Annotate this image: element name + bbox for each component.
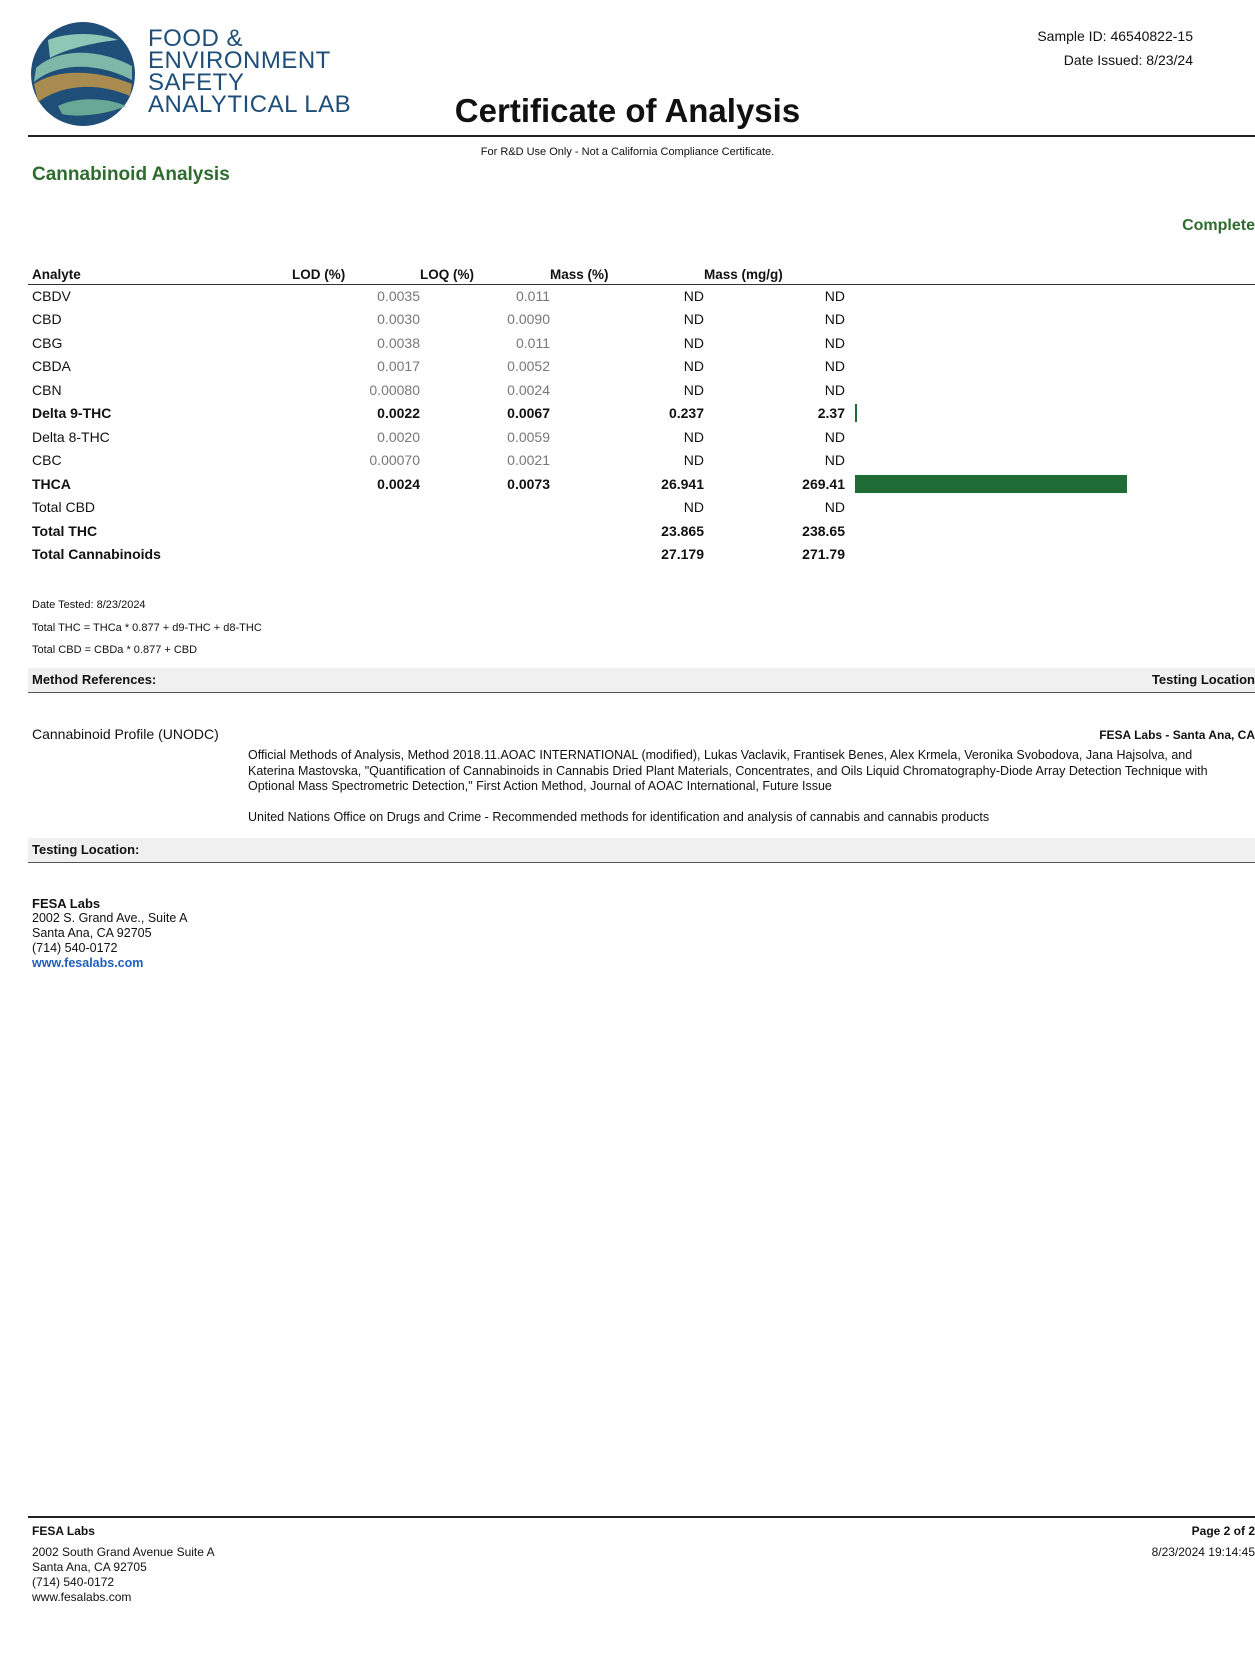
cell-mass-mg: ND	[824, 428, 845, 445]
table-row	[32, 543, 1155, 567]
cell-bar	[845, 331, 1155, 355]
table-row	[32, 449, 1155, 473]
cell-loq: 0.011	[516, 334, 550, 351]
cell-loq	[420, 496, 550, 520]
cell-bar	[845, 449, 1155, 473]
header-mass-pct: Mass (%)	[550, 266, 609, 282]
table-row	[32, 472, 1155, 496]
cell-lod: 0.00070	[369, 452, 420, 469]
method-references-label: Method References:	[32, 672, 157, 687]
cell-mass-mg: ND	[824, 499, 845, 516]
cell-analyte: CBDA	[32, 358, 71, 375]
logo-line: SAFETY	[148, 69, 245, 96]
cell-loq: 0.0067	[507, 405, 550, 422]
footer-phone: (714) 540-0172	[32, 1575, 115, 1589]
cell-loq: 0.0024	[507, 381, 550, 398]
cell-loq: 0.0059	[507, 428, 550, 445]
cell-lod: 0.0024	[377, 475, 420, 492]
cell-mass-pct: ND	[683, 381, 704, 398]
header-loq: LOQ (%)	[420, 266, 474, 282]
cell-lod	[292, 496, 420, 520]
header-divider	[28, 135, 1255, 137]
lab-name: FESA Labs	[32, 896, 101, 911]
note-date-tested: Date Tested: 8/23/2024	[32, 599, 146, 611]
lab-address	[32, 896, 187, 971]
cell-mass-mg: ND	[824, 358, 845, 375]
page-number: Page 2 of 2	[1191, 1524, 1255, 1538]
mass-bar	[855, 404, 857, 422]
cell-lod: 0.0030	[377, 311, 420, 328]
cell-mass-mg: 2.37	[817, 405, 845, 422]
note-total-cbd: Total CBD = CBDa * 0.877 + CBD	[32, 644, 198, 656]
cell-analyte: Total CBD	[32, 499, 96, 516]
cell-bar	[845, 402, 1155, 426]
cell-loq	[420, 543, 550, 567]
header-lod: LOD (%)	[292, 266, 346, 282]
cell-lod: 0.0038	[377, 334, 420, 351]
cell-bar	[845, 308, 1155, 332]
table-row	[32, 331, 1155, 355]
date-issued: Date Issued: 8/23/24	[1063, 52, 1193, 68]
cell-analyte: THCA	[32, 475, 71, 492]
table-header-row	[32, 264, 1155, 284]
cell-analyte: CBN	[32, 381, 62, 398]
lab-address-line-1: 2002 S. Grand Ave., Suite A	[32, 911, 188, 925]
cell-mass-mg: ND	[824, 287, 845, 304]
cell-analyte: Delta 8-THC	[32, 428, 110, 445]
footer-website: www.fesalabs.com	[32, 1590, 132, 1604]
cell-analyte: Delta 9-THC	[32, 405, 112, 422]
footer-timestamp: 8/23/2024 19:14:45	[1151, 1545, 1255, 1559]
table-row	[32, 519, 1155, 543]
cell-lod	[292, 519, 420, 543]
header-analyte: Analyte	[32, 266, 81, 282]
cell-mass-mg: ND	[824, 452, 845, 469]
cell-bar	[845, 472, 1155, 496]
cell-loq	[420, 519, 550, 543]
logo-line: FOOD &	[148, 25, 244, 52]
cell-mass-pct: ND	[683, 452, 704, 469]
sample-id: Sample ID: 46540822-15	[1037, 28, 1193, 44]
notes	[32, 594, 262, 662]
method-references-band	[28, 668, 1255, 693]
cell-mass-pct: ND	[683, 287, 704, 304]
cell-lod: 0.0022	[377, 405, 420, 422]
cell-mass-mg: ND	[824, 381, 845, 398]
cell-bar	[845, 543, 1155, 567]
cell-analyte: Total THC	[32, 522, 98, 539]
cell-mass-pct: ND	[683, 499, 704, 516]
cell-bar	[845, 284, 1155, 308]
lab-address-line-2: Santa Ana, CA 92705	[32, 926, 152, 940]
cell-lod: 0.0035	[377, 287, 420, 304]
cell-analyte: Total Cannabinoids	[32, 546, 161, 563]
testing-location-label: Testing Location	[1151, 672, 1255, 687]
cell-lod: 0.00080	[369, 381, 420, 398]
footer-page-info	[1152, 1524, 1255, 1560]
table-row	[32, 425, 1155, 449]
cell-analyte: CBD	[32, 311, 62, 328]
header-mass-mg: Mass (mg/g)	[704, 266, 783, 282]
results-table	[32, 264, 1155, 566]
method-reference-2: United Nations Office on Drugs and Crime - Recommended methods for identification and analysis of cannabis and cannabis products	[248, 810, 990, 824]
cell-bar	[845, 378, 1155, 402]
cell-mass-pct: ND	[683, 334, 704, 351]
cell-loq: 0.011	[516, 287, 550, 304]
footer-lab-name: FESA Labs	[32, 1524, 95, 1538]
cell-mass-pct: ND	[683, 358, 704, 375]
table-row	[32, 378, 1155, 402]
header-bar	[845, 264, 1155, 284]
cell-loq: 0.0052	[507, 358, 550, 375]
table-body	[32, 284, 1155, 566]
table-row	[32, 496, 1155, 520]
method-name: Cannabinoid Profile (UNODC)	[32, 726, 219, 742]
cell-mass-pct: 27.179	[661, 546, 704, 563]
cell-loq: 0.0021	[507, 452, 550, 469]
cell-mass-pct: 0.237	[668, 405, 704, 422]
cell-analyte: CBG	[32, 334, 63, 351]
cell-bar	[845, 425, 1155, 449]
cell-lod: 0.0017	[377, 358, 420, 375]
sample-info	[1037, 24, 1193, 72]
section-title: Cannabinoid Analysis	[32, 164, 230, 185]
cell-bar	[845, 355, 1155, 379]
cell-lod: 0.0020	[377, 428, 420, 445]
mass-bar	[855, 475, 1127, 493]
lab-website-link[interactable]: www.fesalabs.com	[32, 956, 144, 970]
cell-mass-pct: 23.865	[661, 522, 704, 539]
table-row	[32, 308, 1155, 332]
cell-analyte: CBC	[32, 452, 62, 469]
cell-bar	[845, 496, 1155, 520]
cell-mass-pct: ND	[683, 428, 704, 445]
footer-divider	[28, 1516, 1255, 1518]
cell-mass-mg: 238.65	[802, 522, 845, 539]
cell-mass-mg: 271.79	[802, 546, 845, 563]
cell-bar	[845, 519, 1155, 543]
testing-location-band	[28, 838, 1255, 863]
status-badge: Complete	[1182, 217, 1255, 234]
method-reference-1: Official Methods of Analysis, Method 2018.11.AOAC INTERNATIONAL (modified), Lukas Vaclavik, Frantisek Benes, Alex Krmela, Veronika Svobodova, Jana Hajsolva, and Katerina Mastovska, "Quantification of Cannabinoids in Cannabis Dried Plant Materials, Concentrates, and Oils Liquid Chromatography-Diode Array Detection Technique with Optional Mass Spectrometric Detection," First Action Method, Journal of AOAC International, Future Issue	[248, 748, 1208, 793]
logo-line: ENVIRONMENT	[148, 47, 331, 74]
testing-location-band-label: Testing Location:	[32, 842, 140, 857]
footer-address	[32, 1524, 215, 1605]
cell-mass-pct: ND	[683, 311, 704, 328]
disclaimer: For R&D Use Only - Not a California Compliance Certificate.	[480, 146, 775, 158]
cell-loq: 0.0090	[507, 311, 550, 328]
cell-mass-mg: ND	[824, 311, 845, 328]
footer-address-line-2: Santa Ana, CA 92705	[32, 1560, 147, 1574]
table-row	[32, 402, 1155, 426]
cell-lod	[292, 543, 420, 567]
cell-mass-mg: ND	[824, 334, 845, 351]
cell-mass-mg: 269.41	[802, 475, 845, 492]
footer-address-line-1: 2002 South Grand Avenue Suite A	[32, 1545, 215, 1559]
table-row	[32, 355, 1155, 379]
logo-line: ANALYTICAL LAB	[148, 91, 352, 118]
note-total-thc: Total THC = THCa * 0.877 + d9-THC + d8-THC	[32, 621, 262, 634]
cell-mass-pct: 26.941	[661, 475, 704, 492]
table-row	[32, 284, 1155, 308]
document-title: Certificate of Analysis	[454, 92, 801, 129]
cell-analyte: CBDV	[32, 287, 71, 304]
method-location: FESA Labs - Santa Ana, CA	[1099, 728, 1255, 742]
lab-phone: (714) 540-0172	[32, 941, 118, 955]
cell-loq: 0.0073	[507, 475, 550, 492]
